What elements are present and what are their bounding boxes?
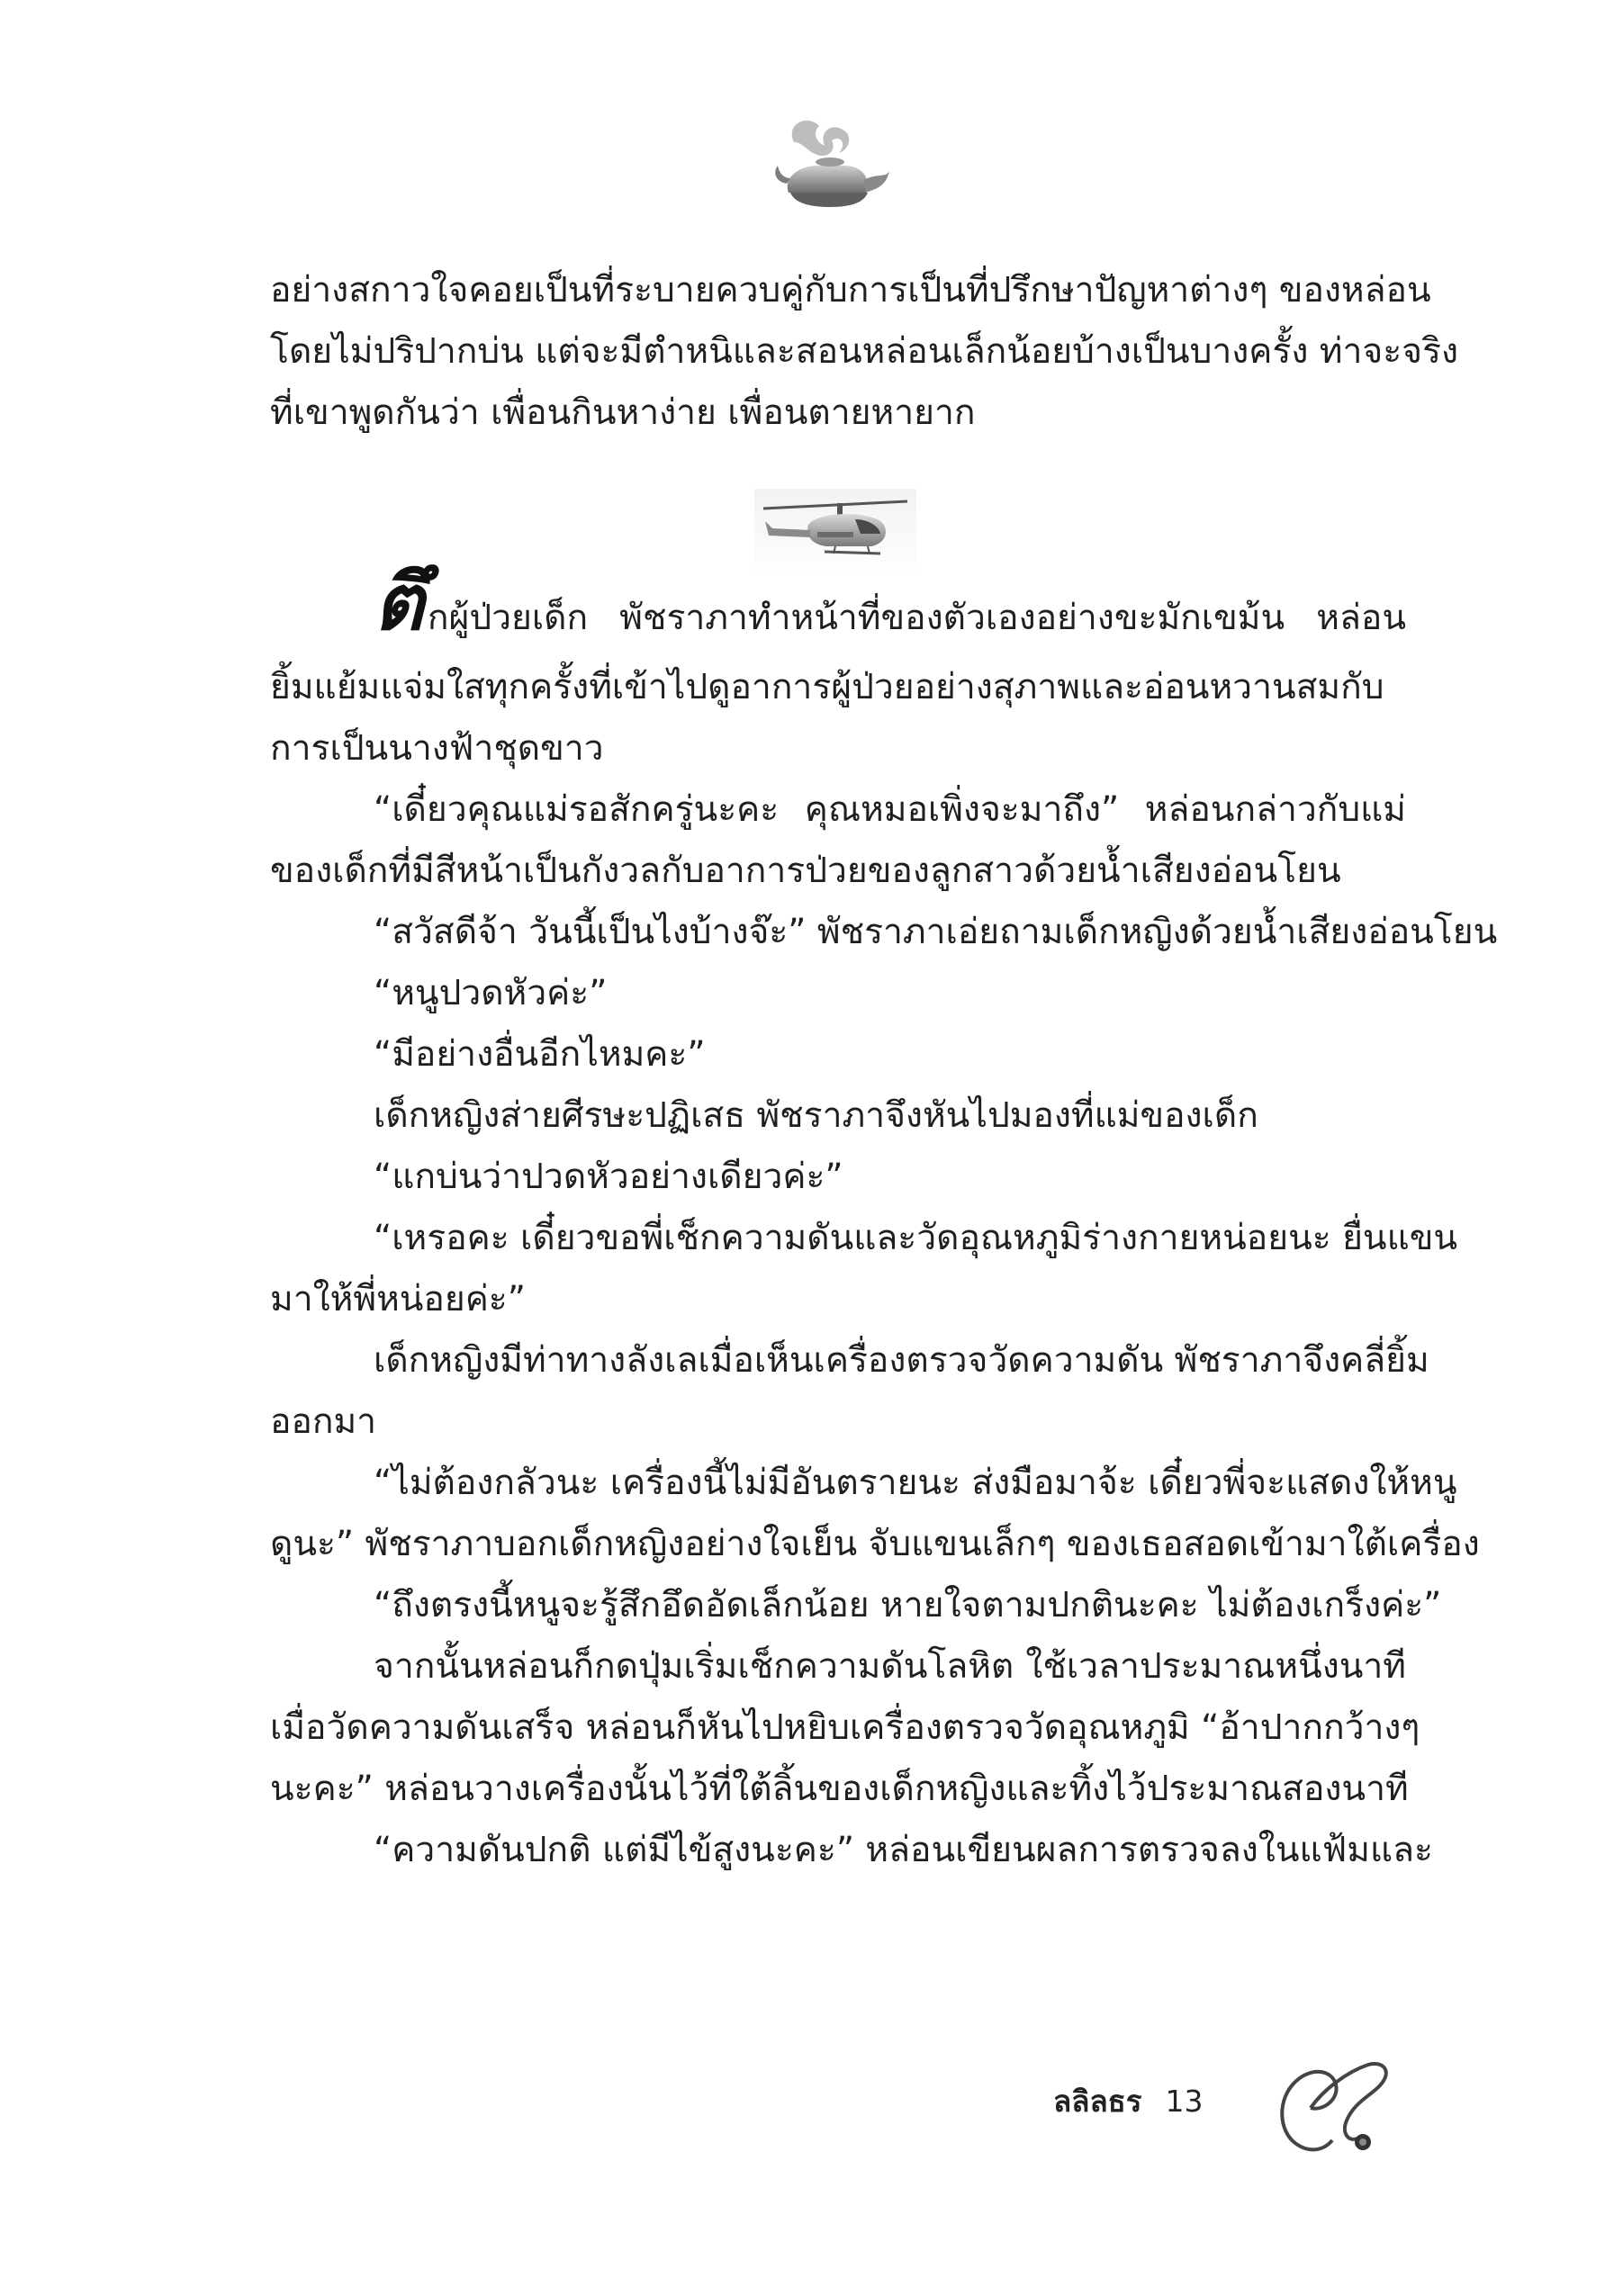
text-line: “ถึงตรงนี้หนูจะรู้สึกอึดอัดเล็กน้อย หายใจตามปกตินะคะ ไม่ต้องเกร็งค่ะ” [374, 1585, 1442, 1625]
author-name: ลลิลธร [1053, 2084, 1142, 2119]
text-line: “ความดันปกติ แต่มีไข้สูงนะคะ” หล่อนเขียนผลการตรวจลงในแฟ้มและ [374, 1830, 1433, 1870]
text-line: “เหรอคะ เดี๋ยวขอพี่เช็กความดันและวัดอุณหภูมิร่างกายหน่อยนะ ยื่นแขน [374, 1218, 1458, 1258]
helicopter-icon [754, 489, 916, 579]
text-line: ที่เขาพูดกันว่า เพื่อนกินหาง่าย เพื่อนตายหายาก [270, 392, 976, 433]
text-line: ยิ้มแย้มแจ่มใสทุกครั้งที่เข้าไปดูอาการผู้ป่วยอย่างสุภาพและอ่อนหวานสมกับ [270, 667, 1384, 707]
teapot-ornament-icon [767, 106, 893, 232]
text-line: การเป็นนางฟ้าชุดขาว [270, 728, 604, 769]
text-line: “สวัสดีจ้า วันนี้เป็นไงบ้างจ๊ะ” พัชราภาเอ่ยถามเด็กหญิงด้วยน้ำเสียงอ่อนโยน [374, 912, 1498, 952]
text-line: จากนั้นหล่อนก็กดปุ่มเริ่มเช็กความดันโลหิต ใช้เวลาประมาณหนึ่งนาที [374, 1646, 1406, 1687]
text-line: เมื่อวัดความดันเสร็จ หล่อนก็หันไปหยิบเครื่องตรวจวัดอุณหภูมิ “อ้าปากกว้างๆ [270, 1707, 1420, 1748]
text-line: “หนูปวดหัวค่ะ” [374, 973, 608, 1013]
text-line: “มีอย่างอื่นอีกไหมคะ” [374, 1034, 706, 1075]
text-line: นะคะ” หล่อนวางเครื่องนั้นไว้ที่ใต้ลิ้นของเด็กหญิงและทิ้งไว้ประมาณสองนาที [270, 1769, 1409, 1809]
page-footer [1053, 2077, 1204, 2125]
text-line: เด็กหญิงส่ายศีรษะปฏิเสธ พัชราภาจึงหันไปมองที่แม่ของเด็ก [374, 1095, 1258, 1136]
story-body [270, 558, 1498, 1881]
text-line: อย่างสกาวใจคอยเป็นที่ระบายควบคู่กับการเป็นที่ปรึกษาปัญหาต่างๆ ของหล่อน [270, 270, 1431, 311]
text-line: โดยไม่ปริปากบ่น แต่จะมีตำหนิและสอนหล่อนเล็กน้อยบ้างเป็นบางครั้ง ท่าจะจริง [270, 331, 1459, 372]
page-number: 13 [1165, 2084, 1204, 2119]
text-line: มาให้พี่หน่อยค่ะ” [270, 1279, 526, 1319]
text-line: ออกมา [270, 1401, 377, 1442]
text-line: “ไม่ต้องกลัวนะ เครื่องนี้ไม่มีอันตรายนะ ส่งมือมาจ้ะ เดี๋ยวพี่จะแสดงให้หนู [374, 1463, 1457, 1503]
stethoscope-icon [1269, 2045, 1404, 2162]
first-line [270, 558, 1406, 657]
drop-cap: ตึ [374, 558, 424, 648]
text-line: ดูนะ” พัชราภาบอกเด็กหญิงอย่างใจเย็น จับแขนเล็กๆ ของเธอสอดเข้ามาใต้เครื่อง [270, 1524, 1480, 1564]
text-line: “เดี๋ยวคุณแม่รอสักครู่นะคะ คุณหมอเพิ่งจะมาถึง” หล่อนกล่าวกับแม่ [374, 789, 1406, 830]
intro-paragraph [270, 260, 1459, 444]
text-line: เด็กหญิงมีท่าทางลังเลเมื่อเห็นเครื่องตรวจวัดความดัน พัชราภาจึงคลี่ยิ้ม [374, 1340, 1429, 1381]
first-line-text: กผู้ป่วยเด็ก พัชราภาทำหน้าที่ของตัวเองอย่างขะมักเขม้น หล่อน [427, 598, 1406, 638]
text-line: ของเด็กที่มีสีหน้าเป็นกังวลกับอาการป่วยของลูกสาวด้วยน้ำเสียงอ่อนโยน [270, 851, 1341, 891]
text-line: “แกบ่นว่าปวดหัวอย่างเดียวค่ะ” [374, 1157, 843, 1197]
